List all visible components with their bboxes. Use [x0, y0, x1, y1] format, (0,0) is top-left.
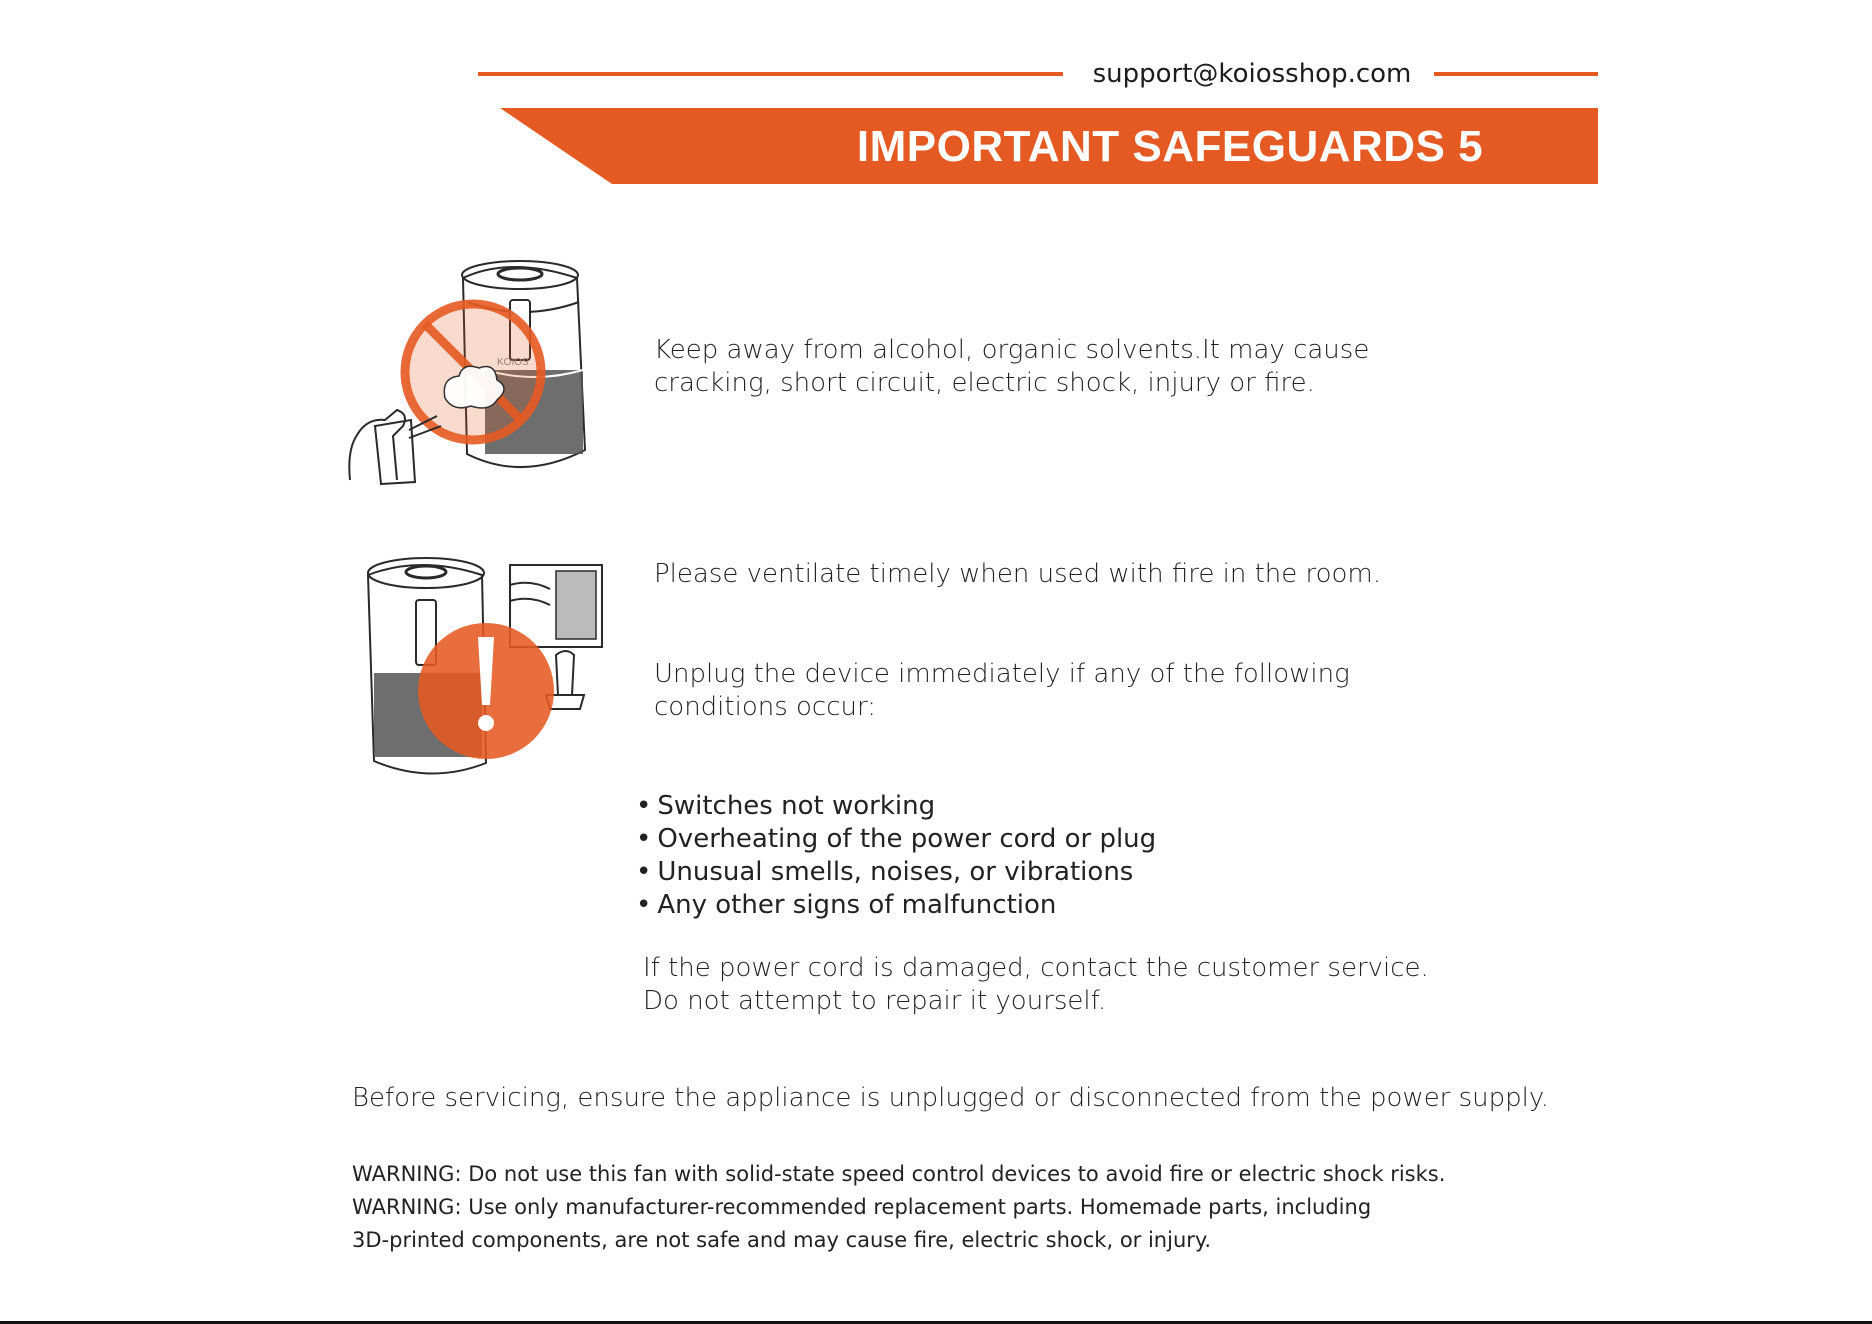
warning-parts-line-1: WARNING: Use only manufacturer-recommended replacement parts. Homemade parts, including: [352, 1195, 1372, 1219]
header-rule-right: [1434, 72, 1598, 76]
ventilate-text: Please ventilate timely when used with fire in the room.: [654, 559, 1382, 589]
alcohol-warning-text: Keep away from alcohol, organic solvents.It may cause cracking, short circuit, electric shock, injury or fire.: [654, 335, 1370, 398]
unplug-intro-text: Unplug the device immediately if any of the following conditions occur:: [654, 659, 1350, 722]
list-item: • Switches not working: [636, 790, 1156, 823]
support-email: support@koiosshop.com: [1092, 59, 1412, 89]
no-spray-icon: [345, 250, 595, 490]
servicing-notice: Before servicing, ensure the appliance is unplugged or disconnected from the power supply.: [352, 1083, 1549, 1113]
cord-damage-line-2: Do not attempt to repair it yourself.: [643, 986, 1107, 1016]
list-item: • Overheating of the power cord or plug: [636, 823, 1156, 856]
cord-damage-line-1: If the power cord is damaged, contact the customer service.: [643, 953, 1429, 983]
page-title: IMPORTANT SAFEGUARDS 5: [856, 122, 1484, 171]
list-item: • Unusual smells, noises, or vibrations: [636, 856, 1156, 889]
warning-parts-line-2: 3D-printed components, are not safe and may cause fire, electric shock, or injury.: [352, 1228, 1212, 1252]
warning-exclamation-icon: [360, 555, 610, 775]
warning-solid-state: WARNING: Do not use this fan with solid-state speed control devices to avoid fire or electric shock risks.: [352, 1162, 1446, 1186]
list-item: • Any other signs of malfunction: [636, 889, 1156, 922]
conditions-list: [636, 790, 1156, 922]
header-rule-left: [478, 72, 1063, 76]
purifier-brand: KOIOS: [497, 357, 529, 368]
